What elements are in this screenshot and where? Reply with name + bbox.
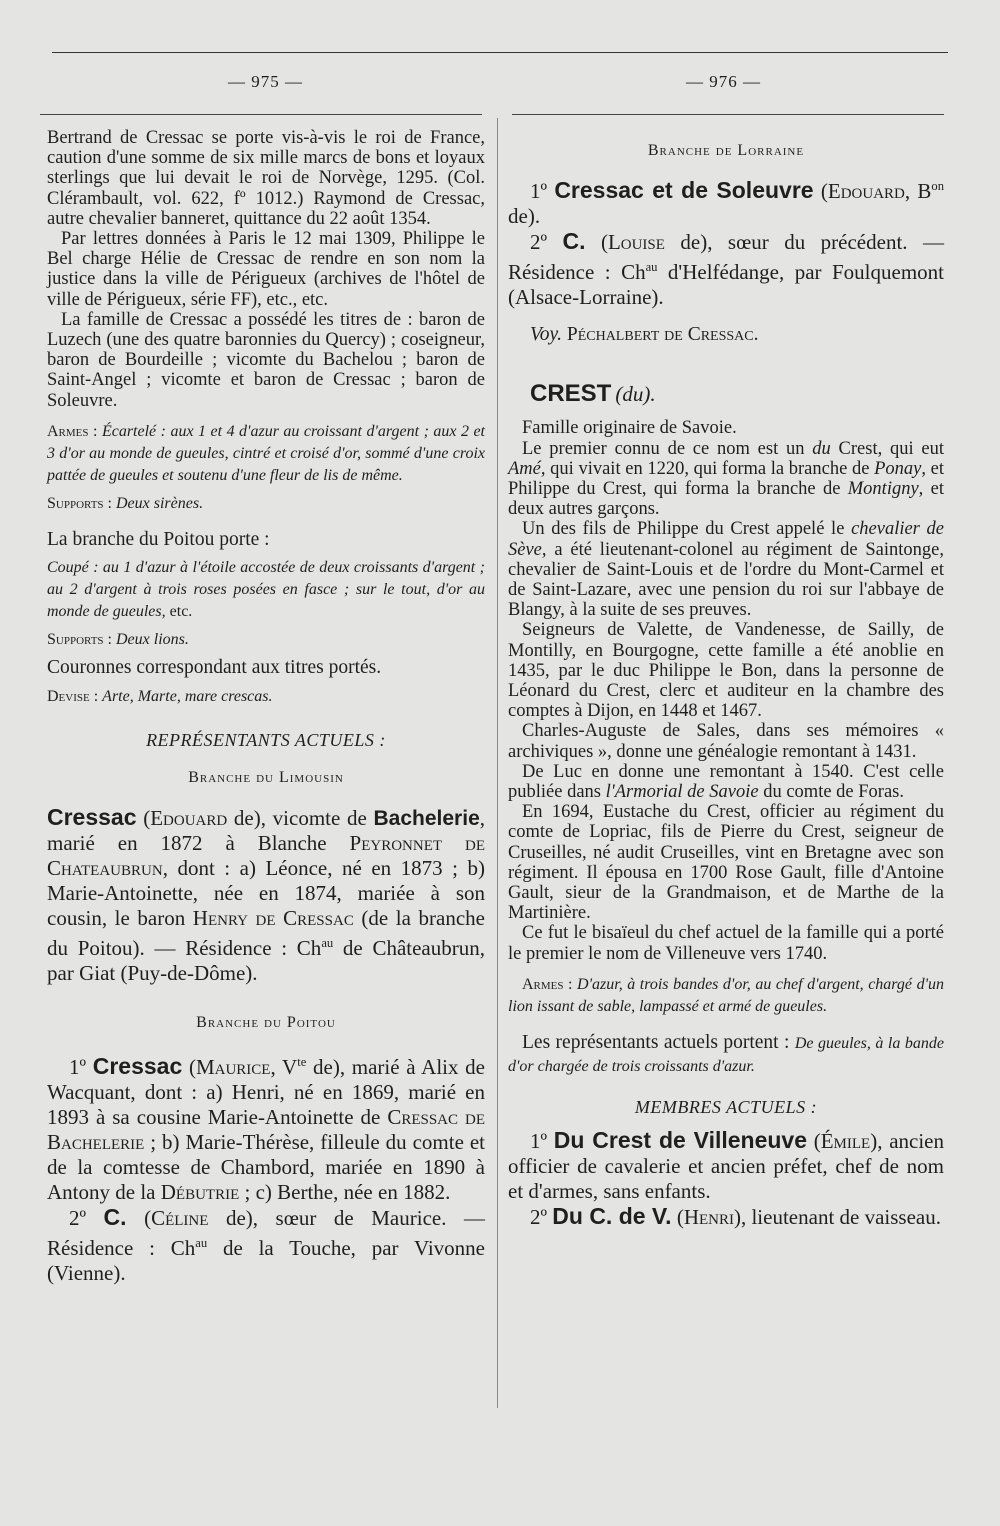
armes-entry: [47, 421, 485, 487]
poitou-arms: [47, 557, 485, 623]
voy-reference: [508, 324, 944, 346]
entry-name: C.: [562, 228, 586, 254]
column-divider: [497, 118, 498, 1408]
entry-name: Cressac et de Soleuvre: [554, 177, 814, 203]
paragraph-sales: Charles-Auguste de Sales, dans ses mémoires « archiviques », donne une généalogie remontant à 1431.: [508, 721, 944, 762]
given-name: Émile: [820, 1128, 871, 1153]
paragraph-seigneurs: Seigneurs de Valette, de Vandenesse, de Sailly, de Montilly, en Bourgogne, cette famille a été anoblie en 1435, par le duc Philippe le Bon, dans la personne de Léonard du Crest, clerc et auditeur en la chambre des comptes à Dijon, en 1448 et 1467.: [508, 620, 944, 722]
entry-name: Du C. de V.: [552, 1202, 672, 1229]
devise-text: Arte, Marte, mare crescas.: [102, 687, 273, 705]
branche-poitou-heading: Branche du Poitou: [196, 1013, 336, 1031]
paragraph-bisaieul: Ce fut le bisaïeul du chef actuel de la famille qui a porté le premier le nom de Villeneuve vers 1740.: [508, 923, 944, 964]
entry-name: C.: [103, 1203, 127, 1230]
top-rule: [52, 52, 948, 53]
branche-limousin-heading: Branche du Limousin: [188, 768, 344, 786]
devise-label: Devise :: [47, 687, 99, 705]
armes-label: Armes :: [522, 975, 573, 993]
devise-entry: [47, 686, 485, 708]
branche-lorraine-heading: Branche de Lorraine: [647, 142, 805, 159]
right-header-rule: [512, 114, 944, 115]
poitou-arms-etc: etc.: [165, 603, 193, 621]
supports-label: Supports :: [47, 494, 112, 512]
crest-heading: [508, 380, 944, 408]
paragraph-titres: La famille de Cressac a possédé les titres de : baron de Luzech (une des quatre baronnies du Quercy) ; coseigneur, baron de Bourdeille ; vicomte du Bachelou ; baron de Saint-Angel ; vicomte et baron de Cressac ; baron de Soleuvre.: [47, 309, 485, 411]
given-name: Henri: [683, 1204, 734, 1229]
paragraph-premier: Le premier connu de ce nom est un du Crest, qui eut Amé, qui vivait en 1220, qui forma la branche de Ponay, et Philippe du Crest, qui forma la branche de Montigny, et deux autres garçons.: [508, 438, 945, 520]
entry-name: Cressac: [47, 803, 137, 830]
armes-text: D'azur, à trois bandes d'or, au chef d'argent, chargé d'un lion issant de sable, lampassé et armé de gueules.: [508, 975, 944, 1015]
supports-lions-entry: [47, 629, 485, 651]
voy-target: Péchalbert de Cressac.: [566, 324, 759, 345]
crest-armes-entry: [508, 974, 944, 1018]
supports-text: Deux lions.: [115, 631, 189, 649]
representants-portent: Les représentants actuels portent : De gueules, à la bande d'or chargée de trois croissants d'azur.: [508, 1031, 945, 1076]
paragraph-lettres: Par lettres données à Paris le 12 mai 1309, Philippe le Bel charge Hélie de Cressac de rendre en son nom la justice dans la ville de Périgueux (archives de l'hôtel de ville de Périgueux, série FF), etc., etc.: [47, 229, 485, 310]
given-name: Louise: [607, 230, 665, 254]
entry-poitou-2: 2º C. (Céline de), sœur de Maurice. — Résidence : $Ch^{au}$ de la Touche, par Vivonne (Vienne).: [47, 1203, 486, 1285]
paragraph-bertrand: Bertrand de Cressac se porte vis-à-vis le roi de France, caution d'une somme de six mille marcs de bons et loyaux sterlings que lui devait le roi de Norvège, 1295. (Col. Clérambault, vol. 622, fº 1012.) Raymond de Cressac, autre chevalier banneret, quittance du 22 août 1354.: [47, 128, 485, 229]
entry-membre-1: 1º Du Crest de Villeneuve (Émile), ancien officier de cavalerie et ancien préfet, chef de nom et d'armes, sans enfants.: [508, 1126, 944, 1203]
entry-limousin: Cressac (Edouard de), vicomte de Bachelerie, marié en 1872 à Blanche Peyronnet de Chateaubrun, dont : a) Léonce, né en 1873 ; b) Marie-Antoinette, née en 1874, mariée à son cousin, le baron Henry de Cressac (de la branche du Poitou). — Résidence : $Ch^{au}$ de Châteaubrun, par Giat (Puy-de-Dôme).: [47, 803, 486, 985]
supports-label: Supports :: [47, 631, 112, 649]
armes-label: Armes :: [47, 422, 98, 440]
couronnes: Couronnes correspondant aux titres portés.: [47, 657, 382, 679]
poitou-intro: La branche du Poitou porte :: [47, 528, 270, 550]
cousin-name: Henry de Cressac: [192, 905, 354, 930]
left-page-number: — 975 —: [228, 72, 303, 91]
left-column: [47, 128, 485, 1286]
supports-entry: [47, 493, 485, 515]
voy-label: Voy.: [530, 324, 562, 345]
membres-heading: MEMBRES ACTUELS :: [634, 1096, 818, 1117]
entry-name: Cressac: [92, 1052, 183, 1079]
title-name: Bachelerie: [373, 806, 480, 830]
debutrie-name: Débutrie: [160, 1179, 240, 1204]
crest-du: (du).: [615, 382, 656, 407]
paragraph-origine: Famille originaire de Savoie.: [522, 418, 737, 439]
cousin-name: Cressac de Bachelerie: [47, 1104, 485, 1154]
crest-title: CREST: [530, 380, 612, 408]
entry-poitou-1: 1º Cressac (Maurice, $V^{te}$ de), marié à Alix de Wacquant, dont : a) Henri, né en 1869, marié en 1893 à sa cousine Marie-Antoinette de Cressac de Bachelerie ; b) Marie-Thérèse, filleule du comte et de la comtesse de Chambord, mariée en 1890 à Antony de la Débutrie ; c) Berthe, née en 1882.: [47, 1052, 486, 1204]
supports-text: Deux sirènes.: [115, 494, 204, 512]
armes-text: Écartelé : aux 1 et 4 d'azur au croissant d'argent ; aux 2 et 3 d'or au monde de gueules, cintré et croisé d'or, sommé d'une croix pattée de gueules et soutenu d'une fleur de lis de même.: [47, 422, 486, 484]
given-name: Edouard: [150, 805, 228, 830]
given-name: Maurice: [195, 1054, 271, 1079]
right-column: [508, 142, 944, 1230]
wife-name: Peyronnet de Chateaubrun: [47, 830, 486, 880]
paragraph-1694: En 1694, Eustache du Crest, officier au régiment du comte de Lopriac, fils de Pierre du Crest, seigneur de Cruseilles, né audit Cruseilles, vint en Bretagne avec son régiment. Il épousa en 1700 Rose Gault, fille d'Antoine Gault, sieur de la Grandmaison, et de Marthe de la Martinière.: [508, 802, 944, 924]
given-name: Céline: [151, 1205, 209, 1230]
entry-lorraine-2: 2º C. (Louise de), sœur du précédent. — Résidence : $Ch^{au}$ d'Helfédange, par Foulquemont (Alsace-Lorraine).: [508, 228, 944, 309]
poitou-arms-text: Coupé : au 1 d'azur à l'étoile accostée de deux croissants d'argent ; au 2 d'argent à trois roses posées en fasce ; sur le tout, d'or au monde de gueules,: [47, 559, 485, 621]
right-page-number: — 976 —: [686, 72, 761, 91]
representants-heading: REPRÉSENTANTS ACTUELS :: [146, 729, 386, 750]
entry-lorraine-1: 1º Cressac et de Soleuvre (Edouard, $B^{on}$ de).: [508, 177, 945, 228]
paragraph-luc: De Luc en donne une remontant à 1540. C'est celle publiée dans l'Armorial de Savoie du comte de Foras.: [508, 761, 944, 803]
entry-name: Du Crest de Villeneuve: [553, 1126, 808, 1153]
given-name: Edouard: [827, 179, 905, 203]
entry-membre-2: 2º Du C. de V. (Henri), lieutenant de vaisseau.: [530, 1202, 941, 1229]
paragraph-fils: Un des fils de Philippe du Crest appelé le chevalier de Sève, a été lieutenant-colonel au régiment de Saintonge, chevalier de Saint-Louis et de l'ordre du Mont-Carmel et de Saint-Lazare, avec une pension du roi sur l'abbaye de Blangy, à la suite de ses preuves.: [508, 519, 944, 621]
left-header-rule: [40, 114, 482, 115]
